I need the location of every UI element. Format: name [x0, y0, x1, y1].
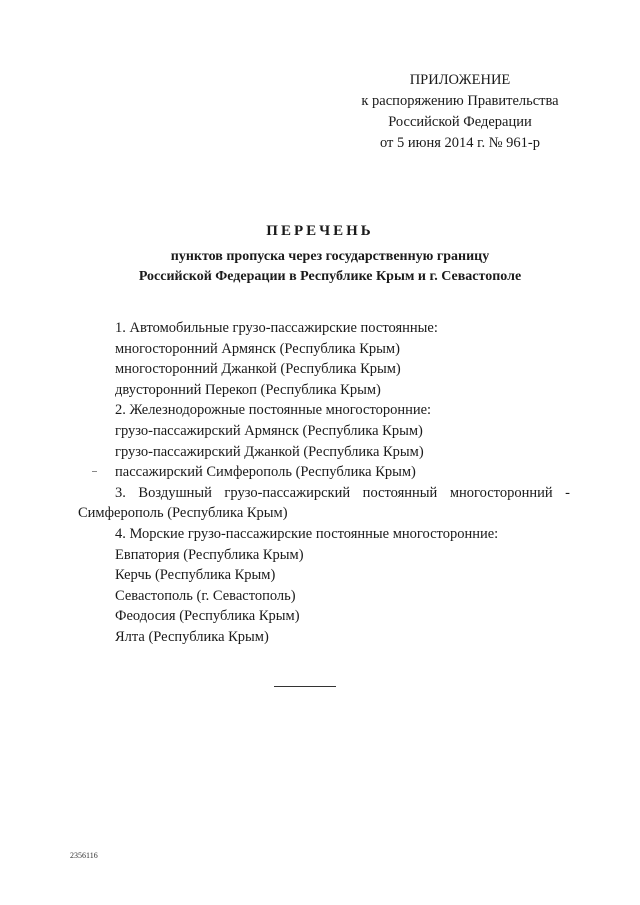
document-body — [78, 318, 570, 648]
appendix-authority: Российской Федерации — [388, 114, 532, 130]
list-item: многосторонний Армянск (Республика Крым) — [115, 340, 400, 357]
list-item: Севастополь (г. Севастополь) — [115, 587, 296, 604]
document-title: ПЕРЕЧЕНЬ — [266, 223, 374, 239]
subtitle-line-1: пунктов пропуска через государственную границу — [170, 249, 490, 264]
list-item: двусторонний Перекоп (Республика Крым) — [115, 381, 381, 398]
end-of-document-rule — [274, 686, 336, 687]
list-item: грузо-пассажирский Армянск (Республика Крым) — [115, 422, 423, 439]
list-item: Керчь (Республика Крым) — [115, 567, 276, 584]
list-item: пассажирский Симферополь (Республика Крым) — [115, 464, 416, 481]
list-item: Ялта (Республика Крым) — [115, 628, 269, 645]
document-number: 2356116 — [70, 851, 98, 860]
appendix-reference: к распоряжению Правительства — [361, 93, 559, 109]
list-item: Феодосия (Республика Крым) — [115, 608, 300, 625]
section-3-continuation: Симферополь (Республика Крым) — [78, 505, 288, 522]
appendix-block — [330, 70, 590, 154]
margin-mark — [92, 471, 97, 472]
appendix-label: ПРИЛОЖЕНИЕ — [409, 72, 511, 88]
document-subtitle — [60, 247, 600, 287]
section-2-heading: 2. Железнодорожные постоянные многосторонние: — [115, 402, 432, 419]
subtitle-line-2: Российской Федерации в Республике Крым и г. Севастополе — [138, 269, 522, 284]
list-item: Евпатория (Республика Крым) — [115, 546, 304, 563]
section-1-heading: 1. Автомобильные грузо-пассажирские постоянные: — [115, 320, 438, 336]
section-3-heading: 3. Воздушный грузо-пассажирский постоянный многосторонний - — [115, 484, 570, 501]
list-item: многосторонний Джанкой (Республика Крым) — [115, 361, 401, 378]
section-4-heading: 4. Морские грузо-пассажирские постоянные многосторонние: — [115, 525, 499, 542]
appendix-date-number: от 5 июня 2014 г. № 961-р — [379, 135, 541, 151]
list-item: грузо-пассажирский Джанкой (Республика Крым) — [115, 443, 424, 460]
